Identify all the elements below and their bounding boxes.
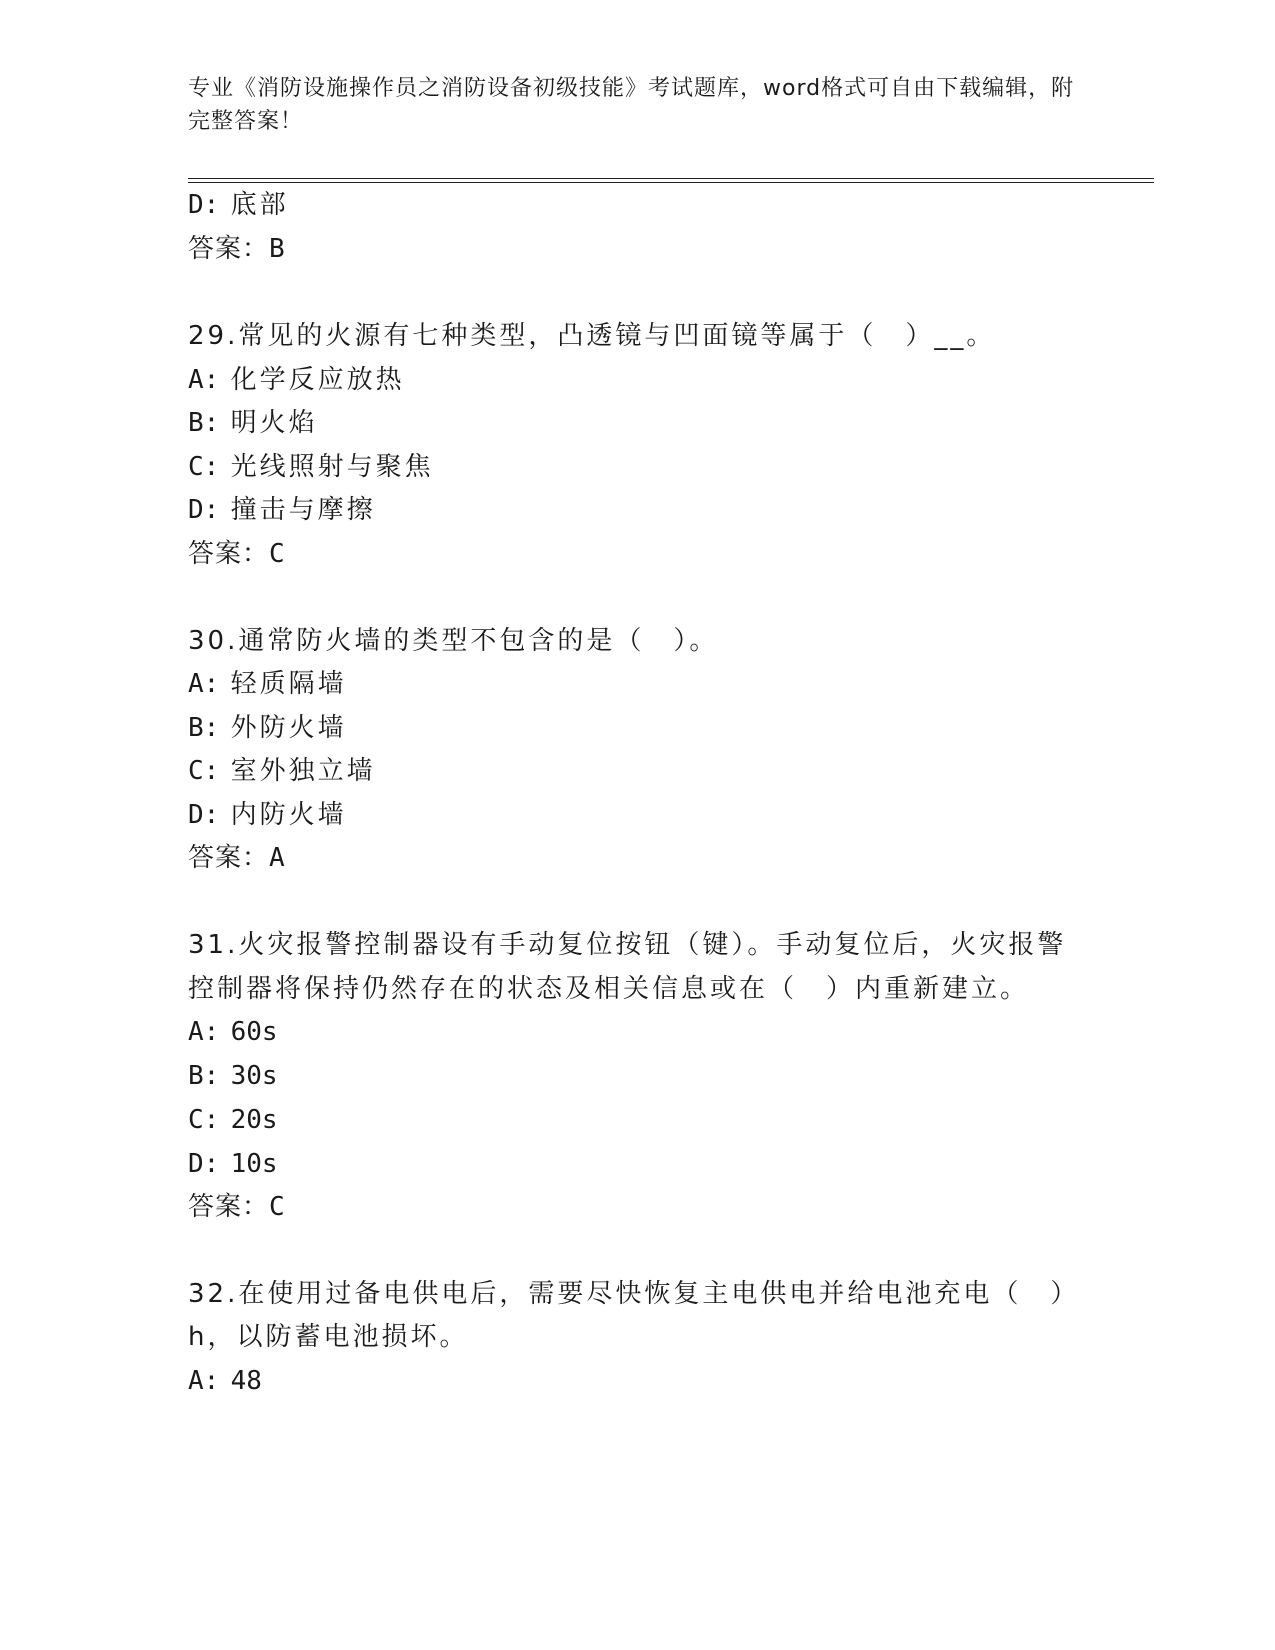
option-text: 室外独立墙 [230,756,376,786]
q31-stem-line1: 31.火灾报警控制器设有手动复位按钮（键）。手动复位后，火灾报警 [188,930,1067,960]
option-key: A: [188,1366,220,1396]
option-text: 60s [230,1017,278,1047]
q29-option-d [188,495,376,525]
q31-option-a [188,1017,278,1047]
option-text: 48 [230,1366,262,1396]
answer-label: 答案： [188,234,270,264]
q30-stem: 30.通常防火墙的类型不包含的是（ ）。 [188,626,719,656]
prev-answer [188,234,286,264]
answer-value: C [269,1192,286,1222]
q31-answer [188,1192,286,1222]
q31-stem-line2: 控制器将保持仍然存在的状态及相关信息或在（ ）内重新建立。 [188,974,1030,1004]
q29-option-c [188,452,434,482]
option-key: A: [188,1017,220,1047]
header-divider-top [188,178,1154,179]
option-key: C: [188,452,220,482]
prev-option-d [188,190,289,220]
option-text: 内防火墙 [230,800,347,830]
q30-answer [188,843,286,873]
option-key: A: [188,669,220,699]
option-key: D: [188,1149,220,1179]
answer-label: 答案： [188,1192,270,1222]
q32-stem-line2: h，以防蓄电池损坏。 [188,1322,469,1352]
option-text: 10s [230,1149,278,1179]
option-key: B: [188,408,220,438]
answer-value: B [269,234,286,264]
q30-option-c [188,756,376,786]
q29-answer [188,539,286,569]
option-text: 20s [230,1105,278,1135]
answer-label: 答案： [188,843,270,873]
option-key: B: [188,1061,220,1091]
q29-stem: 29.常见的火源有七种类型，凸透镜与凹面镜等属于（ ）__。 [188,321,996,351]
option-key: C: [188,756,220,786]
q29-option-a [188,365,405,395]
option-text: 轻质隔墙 [230,669,347,699]
option-text: 底部 [230,190,289,220]
document-header: 专业《消防设施操作员之消防设备初级技能》考试题库，word格式可自由下载编辑，附完整答案！ [188,76,1075,134]
option-text: 明火焰 [230,408,318,438]
option-key: C: [188,1105,220,1135]
option-key: D: [188,800,220,830]
q31-option-d [188,1149,278,1179]
option-text: 外防火墙 [230,713,347,743]
q30-option-a [188,669,347,699]
option-text: 光线照射与聚焦 [230,452,434,482]
header-divider-bottom [188,182,1154,183]
option-key: D: [188,190,220,220]
q31-option-c [188,1105,278,1135]
q32-option-a [188,1366,262,1396]
q29-option-b [188,408,318,438]
answer-value: C [269,539,286,569]
option-key: A: [188,365,220,395]
answer-value: A [269,843,286,873]
q30-option-d [188,800,347,830]
option-text: 30s [230,1061,278,1091]
q32-stem-line1: 32.在使用过备电供电后，需要尽快恢复主电供电并给电池充电（ ） [188,1279,1080,1309]
q31-option-b [188,1061,278,1091]
option-text: 化学反应放热 [230,365,405,395]
answer-label: 答案： [188,539,270,569]
option-text: 撞击与摩擦 [230,495,376,525]
option-key: D: [188,495,220,525]
option-key: B: [188,713,220,743]
q30-option-b [188,713,347,743]
